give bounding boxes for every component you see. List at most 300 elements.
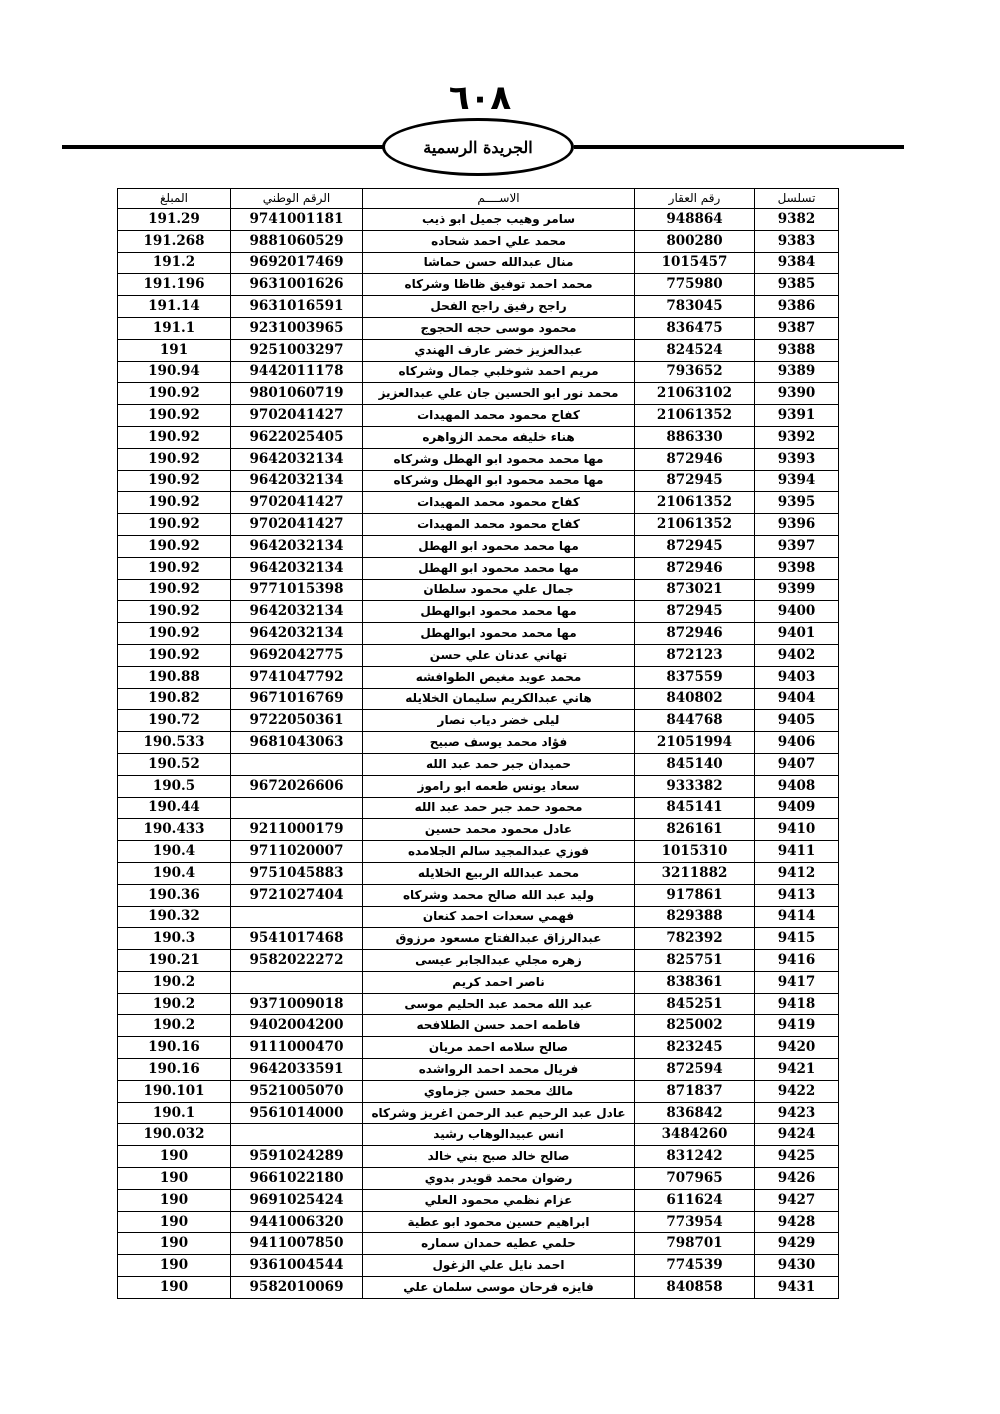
cell-amount: 190.21 xyxy=(118,950,231,972)
cell-national-id: 9582022272 xyxy=(231,950,363,972)
cell-property-no: 824524 xyxy=(635,339,755,361)
cell-serial: 9414 xyxy=(755,906,839,928)
cell-amount: 190.032 xyxy=(118,1124,231,1146)
cell-national-id: 9642033591 xyxy=(231,1059,363,1081)
table-row xyxy=(118,1080,839,1102)
cell-national-id: 9661022180 xyxy=(231,1168,363,1190)
cell-property-no: 837559 xyxy=(635,666,755,688)
cell-amount: 190.82 xyxy=(118,688,231,710)
cell-property-no: 1015310 xyxy=(635,841,755,863)
cell-amount: 191.29 xyxy=(118,209,231,231)
cell-property-no: 793652 xyxy=(635,361,755,383)
cell-property-no: 782392 xyxy=(635,928,755,950)
table-row xyxy=(118,950,839,972)
cell-name: فؤاد محمد يوسف صبيح xyxy=(363,732,635,754)
cell-property-no: 838361 xyxy=(635,971,755,993)
cell-property-no: 872945 xyxy=(635,601,755,623)
cell-name: احمد نايل علي الزغول xyxy=(363,1255,635,1277)
cell-serial: 9415 xyxy=(755,928,839,950)
cell-name: محمد عبدالله الربيع الخلايله xyxy=(363,862,635,884)
header-serial: تسلسل xyxy=(755,189,839,209)
cell-name: ناصر احمد كريم xyxy=(363,971,635,993)
cell-name: رضوان محمد قويدر بدوي xyxy=(363,1168,635,1190)
cell-name: عادل محمود محمد حسين xyxy=(363,819,635,841)
cell-amount: 190 xyxy=(118,1146,231,1168)
cell-serial: 9388 xyxy=(755,339,839,361)
cell-serial: 9410 xyxy=(755,819,839,841)
cell-serial: 9412 xyxy=(755,862,839,884)
cell-name: عبدالعزيز خضر عارف الهندي xyxy=(363,339,635,361)
cell-national-id: 9111000470 xyxy=(231,1037,363,1059)
cell-property-no: 3484260 xyxy=(635,1124,755,1146)
cell-serial: 9428 xyxy=(755,1211,839,1233)
cell-property-no: 872123 xyxy=(635,644,755,666)
cell-name: فايزه فرحان موسى سلمان علي xyxy=(363,1277,635,1299)
cell-name: منال عبدالله حسن حماشا xyxy=(363,252,635,274)
table-row xyxy=(118,317,839,339)
cell-name: محمود موسى حجه الحجوج xyxy=(363,317,635,339)
cell-property-no: 21063102 xyxy=(635,383,755,405)
cell-national-id: 9691025424 xyxy=(231,1189,363,1211)
cell-amount: 190.92 xyxy=(118,535,231,557)
cell-amount: 190.92 xyxy=(118,557,231,579)
table-row xyxy=(118,1102,839,1124)
cell-serial: 9417 xyxy=(755,971,839,993)
cell-serial: 9397 xyxy=(755,535,839,557)
table-row xyxy=(118,1211,839,1233)
cell-amount: 190.92 xyxy=(118,448,231,470)
cell-amount: 190.4 xyxy=(118,841,231,863)
cell-amount: 190.433 xyxy=(118,819,231,841)
cell-national-id: 9231003965 xyxy=(231,317,363,339)
cell-national-id: 9702041427 xyxy=(231,492,363,514)
cell-amount: 190.92 xyxy=(118,492,231,514)
table-row xyxy=(118,339,839,361)
table-header-row xyxy=(118,189,839,209)
table-row xyxy=(118,1189,839,1211)
cell-national-id: 9642032134 xyxy=(231,623,363,645)
table-row xyxy=(118,296,839,318)
cell-property-no: 783045 xyxy=(635,296,755,318)
header-property-no: رقم العقار xyxy=(635,189,755,209)
cell-serial: 9404 xyxy=(755,688,839,710)
cell-national-id xyxy=(231,797,363,819)
cell-property-no: 871837 xyxy=(635,1080,755,1102)
table-row xyxy=(118,1124,839,1146)
cell-amount: 190.88 xyxy=(118,666,231,688)
cell-name: عبدالرزاق عبدالفتاح مسعود مرزوق xyxy=(363,928,635,950)
cell-name: صالح سلامه احمد مريان xyxy=(363,1037,635,1059)
cell-serial: 9398 xyxy=(755,557,839,579)
table-row xyxy=(118,819,839,841)
cell-serial: 9389 xyxy=(755,361,839,383)
cell-amount: 191.1 xyxy=(118,317,231,339)
cell-serial: 9407 xyxy=(755,753,839,775)
cell-national-id xyxy=(231,971,363,993)
header-rule-right xyxy=(574,145,904,149)
cell-national-id: 9642032134 xyxy=(231,601,363,623)
table-row xyxy=(118,623,839,645)
cell-name: مها محمد محمود ابوالهطل xyxy=(363,601,635,623)
cell-property-no: 611624 xyxy=(635,1189,755,1211)
table-row xyxy=(118,1059,839,1081)
cell-national-id: 9361004544 xyxy=(231,1255,363,1277)
cell-amount: 190.52 xyxy=(118,753,231,775)
table-row xyxy=(118,666,839,688)
cell-amount: 190.92 xyxy=(118,426,231,448)
cell-name: صالح خالد صبح بني خالد xyxy=(363,1146,635,1168)
cell-property-no: 825002 xyxy=(635,1015,755,1037)
cell-serial: 9403 xyxy=(755,666,839,688)
cell-name: كفاح محمود محمد المهيدات xyxy=(363,405,635,427)
table-row xyxy=(118,797,839,819)
cell-serial: 9411 xyxy=(755,841,839,863)
cell-property-no: 707965 xyxy=(635,1168,755,1190)
cell-national-id: 9622025405 xyxy=(231,426,363,448)
cell-property-no: 775980 xyxy=(635,274,755,296)
cell-serial: 9387 xyxy=(755,317,839,339)
cell-amount: 190.92 xyxy=(118,623,231,645)
cell-name: وليد عبد الله صالح محمد وشركاه xyxy=(363,884,635,906)
cell-serial: 9399 xyxy=(755,579,839,601)
cell-name: هاني عبدالكريم سليمان الخلايله xyxy=(363,688,635,710)
cell-property-no: 844768 xyxy=(635,710,755,732)
cell-national-id: 9702041427 xyxy=(231,514,363,536)
cell-property-no: 21061352 xyxy=(635,514,755,536)
cell-national-id: 9672026606 xyxy=(231,775,363,797)
header-rule-left xyxy=(62,145,384,149)
cell-amount: 190.1 xyxy=(118,1102,231,1124)
cell-name: محمد احمد توفيق ظاظا وشركاه xyxy=(363,274,635,296)
cell-amount: 190.5 xyxy=(118,775,231,797)
table-row xyxy=(118,448,839,470)
cell-serial: 9383 xyxy=(755,230,839,252)
table-row xyxy=(118,732,839,754)
cell-amount: 190.92 xyxy=(118,644,231,666)
cell-national-id xyxy=(231,1124,363,1146)
cell-amount: 190 xyxy=(118,1211,231,1233)
cell-serial: 9405 xyxy=(755,710,839,732)
cell-amount: 190.94 xyxy=(118,361,231,383)
cell-property-no: 886330 xyxy=(635,426,755,448)
cell-name: فاطمه احمد حسن الطلافحه xyxy=(363,1015,635,1037)
cell-national-id: 9702041427 xyxy=(231,405,363,427)
table-row xyxy=(118,274,839,296)
cell-serial: 9408 xyxy=(755,775,839,797)
table-row xyxy=(118,535,839,557)
cell-serial: 9391 xyxy=(755,405,839,427)
table-row xyxy=(118,993,839,1015)
cell-amount: 190.92 xyxy=(118,470,231,492)
cell-national-id: 9671016769 xyxy=(231,688,363,710)
table-row xyxy=(118,1277,839,1299)
cell-property-no: 823245 xyxy=(635,1037,755,1059)
table-row xyxy=(118,230,839,252)
cell-name: مالك محمد حسن جزماوي xyxy=(363,1080,635,1102)
cell-amount: 190.36 xyxy=(118,884,231,906)
cell-name: حلمي عطيه حمدان سماره xyxy=(363,1233,635,1255)
cell-national-id: 9642032134 xyxy=(231,535,363,557)
cell-amount: 190.2 xyxy=(118,993,231,1015)
table-row xyxy=(118,1146,839,1168)
cell-amount: 190.92 xyxy=(118,601,231,623)
cell-name: مها محمد محمود ابو الهطل وشركاه xyxy=(363,448,635,470)
cell-serial: 9423 xyxy=(755,1102,839,1124)
cell-amount: 190.92 xyxy=(118,514,231,536)
cell-name: كفاح محمود محمد المهيدات xyxy=(363,492,635,514)
table-row xyxy=(118,383,839,405)
cell-amount: 190.2 xyxy=(118,1015,231,1037)
cell-amount: 190.3 xyxy=(118,928,231,950)
cell-property-no: 845251 xyxy=(635,993,755,1015)
cell-name: محمد نور ابو الحسين جان علي عبدالعزيز xyxy=(363,383,635,405)
cell-amount: 190.44 xyxy=(118,797,231,819)
cell-serial: 9394 xyxy=(755,470,839,492)
cell-serial: 9384 xyxy=(755,252,839,274)
table-row xyxy=(118,470,839,492)
cell-amount: 190.72 xyxy=(118,710,231,732)
cell-national-id: 9642032134 xyxy=(231,448,363,470)
cell-property-no: 774539 xyxy=(635,1255,755,1277)
cell-national-id: 9642032134 xyxy=(231,470,363,492)
cell-national-id: 9801060719 xyxy=(231,383,363,405)
cell-property-no: 826161 xyxy=(635,819,755,841)
cell-serial: 9427 xyxy=(755,1189,839,1211)
cell-name: محمد علي احمد شحاده xyxy=(363,230,635,252)
cell-name: كفاح محمود محمد المهيدات xyxy=(363,514,635,536)
cell-name: فوزي عبدالمجيد سالم الجلامده xyxy=(363,841,635,863)
cell-property-no: 825751 xyxy=(635,950,755,972)
cell-national-id: 9711020007 xyxy=(231,841,363,863)
cell-name: عبد الله محمد عبد الحليم موسى xyxy=(363,993,635,1015)
cell-name: سامر وهيب جميل ابو ذيب xyxy=(363,209,635,231)
cell-amount: 190.92 xyxy=(118,579,231,601)
table-row xyxy=(118,710,839,732)
cell-name: محمود حمد جبر حمد عبد الله xyxy=(363,797,635,819)
cell-property-no: 845140 xyxy=(635,753,755,775)
cell-property-no: 21051994 xyxy=(635,732,755,754)
cell-national-id: 9751045883 xyxy=(231,862,363,884)
cell-property-no: 836475 xyxy=(635,317,755,339)
cell-serial: 9418 xyxy=(755,993,839,1015)
cell-name: ابراهيم حسين محمود ابو عطية xyxy=(363,1211,635,1233)
table-row xyxy=(118,841,839,863)
records-table xyxy=(117,188,839,1299)
cell-serial: 9429 xyxy=(755,1233,839,1255)
cell-national-id: 9692042775 xyxy=(231,644,363,666)
cell-amount: 191.14 xyxy=(118,296,231,318)
table-row xyxy=(118,405,839,427)
cell-serial: 9392 xyxy=(755,426,839,448)
cell-property-no: 872594 xyxy=(635,1059,755,1081)
cell-amount: 190 xyxy=(118,1168,231,1190)
cell-property-no: 948864 xyxy=(635,209,755,231)
cell-name: انس عبيدالوهاب رشيد xyxy=(363,1124,635,1146)
cell-name: مها محمد محمود ابو الهطل xyxy=(363,535,635,557)
cell-national-id: 9402004200 xyxy=(231,1015,363,1037)
table-row xyxy=(118,492,839,514)
cell-national-id: 9251003297 xyxy=(231,339,363,361)
cell-amount: 190 xyxy=(118,1277,231,1299)
header-name: الاســــم xyxy=(363,189,635,209)
cell-property-no: 872946 xyxy=(635,557,755,579)
cell-amount: 190.32 xyxy=(118,906,231,928)
cell-amount: 191.2 xyxy=(118,252,231,274)
cell-national-id xyxy=(231,906,363,928)
cell-national-id: 9541017468 xyxy=(231,928,363,950)
cell-national-id: 9631001626 xyxy=(231,274,363,296)
cell-property-no: 872946 xyxy=(635,448,755,470)
cell-property-no: 3211882 xyxy=(635,862,755,884)
cell-serial: 9386 xyxy=(755,296,839,318)
cell-serial: 9421 xyxy=(755,1059,839,1081)
cell-amount: 190.4 xyxy=(118,862,231,884)
table-row xyxy=(118,579,839,601)
table-row xyxy=(118,601,839,623)
cell-name: تهاني عدنان علي حسن xyxy=(363,644,635,666)
cell-property-no: 21061352 xyxy=(635,405,755,427)
cell-property-no: 845141 xyxy=(635,797,755,819)
cell-serial: 9424 xyxy=(755,1124,839,1146)
cell-serial: 9420 xyxy=(755,1037,839,1059)
cell-property-no: 798701 xyxy=(635,1233,755,1255)
table-row xyxy=(118,928,839,950)
cell-serial: 9395 xyxy=(755,492,839,514)
cell-serial: 9416 xyxy=(755,950,839,972)
cell-name: حميدان جبر حمد عبد الله xyxy=(363,753,635,775)
table-row xyxy=(118,753,839,775)
table-row xyxy=(118,1015,839,1037)
cell-serial: 9430 xyxy=(755,1255,839,1277)
cell-serial: 9393 xyxy=(755,448,839,470)
cell-name: فريال محمد احمد الرواشده xyxy=(363,1059,635,1081)
cell-national-id: 9442011178 xyxy=(231,361,363,383)
cell-national-id: 9722050361 xyxy=(231,710,363,732)
cell-property-no: 829388 xyxy=(635,906,755,928)
header-national-id: الرقم الوطني xyxy=(231,189,363,209)
table-row xyxy=(118,644,839,666)
cell-national-id: 9371009018 xyxy=(231,993,363,1015)
table-row xyxy=(118,1233,839,1255)
cell-amount: 190.92 xyxy=(118,405,231,427)
cell-name: مها محمد محمود ابوالهطل xyxy=(363,623,635,645)
cell-property-no: 872945 xyxy=(635,470,755,492)
cell-national-id: 9591024289 xyxy=(231,1146,363,1168)
cell-national-id: 9642032134 xyxy=(231,557,363,579)
table-row xyxy=(118,906,839,928)
cell-property-no: 800280 xyxy=(635,230,755,252)
cell-national-id: 9582010069 xyxy=(231,1277,363,1299)
cell-name: مها محمد محمود ابو الهطل xyxy=(363,557,635,579)
cell-serial: 9413 xyxy=(755,884,839,906)
table-row xyxy=(118,971,839,993)
table-row xyxy=(118,209,839,231)
cell-serial: 9390 xyxy=(755,383,839,405)
cell-name: هناء خليفه محمد الزواهره xyxy=(363,426,635,448)
cell-property-no: 831242 xyxy=(635,1146,755,1168)
cell-amount: 190.92 xyxy=(118,383,231,405)
cell-property-no: 21061352 xyxy=(635,492,755,514)
cell-property-no: 933382 xyxy=(635,775,755,797)
cell-serial: 9385 xyxy=(755,274,839,296)
cell-serial: 9401 xyxy=(755,623,839,645)
cell-serial: 9431 xyxy=(755,1277,839,1299)
cell-national-id: 9741001181 xyxy=(231,209,363,231)
table-row xyxy=(118,884,839,906)
cell-national-id: 9881060529 xyxy=(231,230,363,252)
table-row xyxy=(118,1168,839,1190)
cell-national-id: 9211000179 xyxy=(231,819,363,841)
cell-property-no: 872946 xyxy=(635,623,755,645)
cell-name: مها محمد محمود ابو الهطل وشركاه xyxy=(363,470,635,492)
header-amount: المبلغ xyxy=(118,189,231,209)
cell-name: زهره مجلي عبدالجابر عيسى xyxy=(363,950,635,972)
table-row xyxy=(118,1037,839,1059)
cell-property-no: 840858 xyxy=(635,1277,755,1299)
cell-amount: 190.533 xyxy=(118,732,231,754)
cell-property-no: 840802 xyxy=(635,688,755,710)
table-row xyxy=(118,252,839,274)
cell-amount: 191.196 xyxy=(118,274,231,296)
cell-national-id xyxy=(231,753,363,775)
cell-serial: 9396 xyxy=(755,514,839,536)
cell-property-no: 1015457 xyxy=(635,252,755,274)
cell-serial: 9425 xyxy=(755,1146,839,1168)
cell-national-id: 9521005070 xyxy=(231,1080,363,1102)
cell-name: فهمي سعدات احمد كنعان xyxy=(363,906,635,928)
cell-name: ليلى خضر دياب نصار xyxy=(363,710,635,732)
cell-property-no: 917861 xyxy=(635,884,755,906)
cell-amount: 190.2 xyxy=(118,971,231,993)
cell-amount: 191 xyxy=(118,339,231,361)
page-number: ٦٠٨ xyxy=(448,78,512,118)
cell-property-no: 873021 xyxy=(635,579,755,601)
cell-amount: 190.16 xyxy=(118,1059,231,1081)
cell-name: عادل عبد الرحيم عبد الرحمن اغريز وشركاه xyxy=(363,1102,635,1124)
cell-serial: 9406 xyxy=(755,732,839,754)
table-row xyxy=(118,361,839,383)
cell-amount: 190.101 xyxy=(118,1080,231,1102)
table-row xyxy=(118,862,839,884)
cell-national-id: 9771015398 xyxy=(231,579,363,601)
cell-national-id: 9721027404 xyxy=(231,884,363,906)
cell-national-id: 9631016591 xyxy=(231,296,363,318)
cell-amount: 190.16 xyxy=(118,1037,231,1059)
table-row xyxy=(118,775,839,797)
cell-national-id: 9741047792 xyxy=(231,666,363,688)
table-row xyxy=(118,514,839,536)
table-row xyxy=(118,1255,839,1277)
table-row xyxy=(118,557,839,579)
cell-serial: 9419 xyxy=(755,1015,839,1037)
cell-serial: 9426 xyxy=(755,1168,839,1190)
cell-amount: 191.268 xyxy=(118,230,231,252)
cell-national-id: 9692017469 xyxy=(231,252,363,274)
gazette-title: الجريدة الرسمية xyxy=(423,137,533,157)
cell-serial: 9382 xyxy=(755,209,839,231)
gazette-masthead xyxy=(382,118,574,176)
table-row xyxy=(118,426,839,448)
cell-amount: 190 xyxy=(118,1255,231,1277)
cell-name: راجح رفيق راجح الفحل xyxy=(363,296,635,318)
cell-amount: 190 xyxy=(118,1233,231,1255)
cell-name: سعاد يونس طعمه ابو راموز xyxy=(363,775,635,797)
cell-name: محمد عويد مغيص الطوافشه xyxy=(363,666,635,688)
cell-national-id: 9561014000 xyxy=(231,1102,363,1124)
cell-name: مريم احمد شوخلبي جمال وشركاه xyxy=(363,361,635,383)
cell-property-no: 773954 xyxy=(635,1211,755,1233)
cell-national-id: 9681043063 xyxy=(231,732,363,754)
